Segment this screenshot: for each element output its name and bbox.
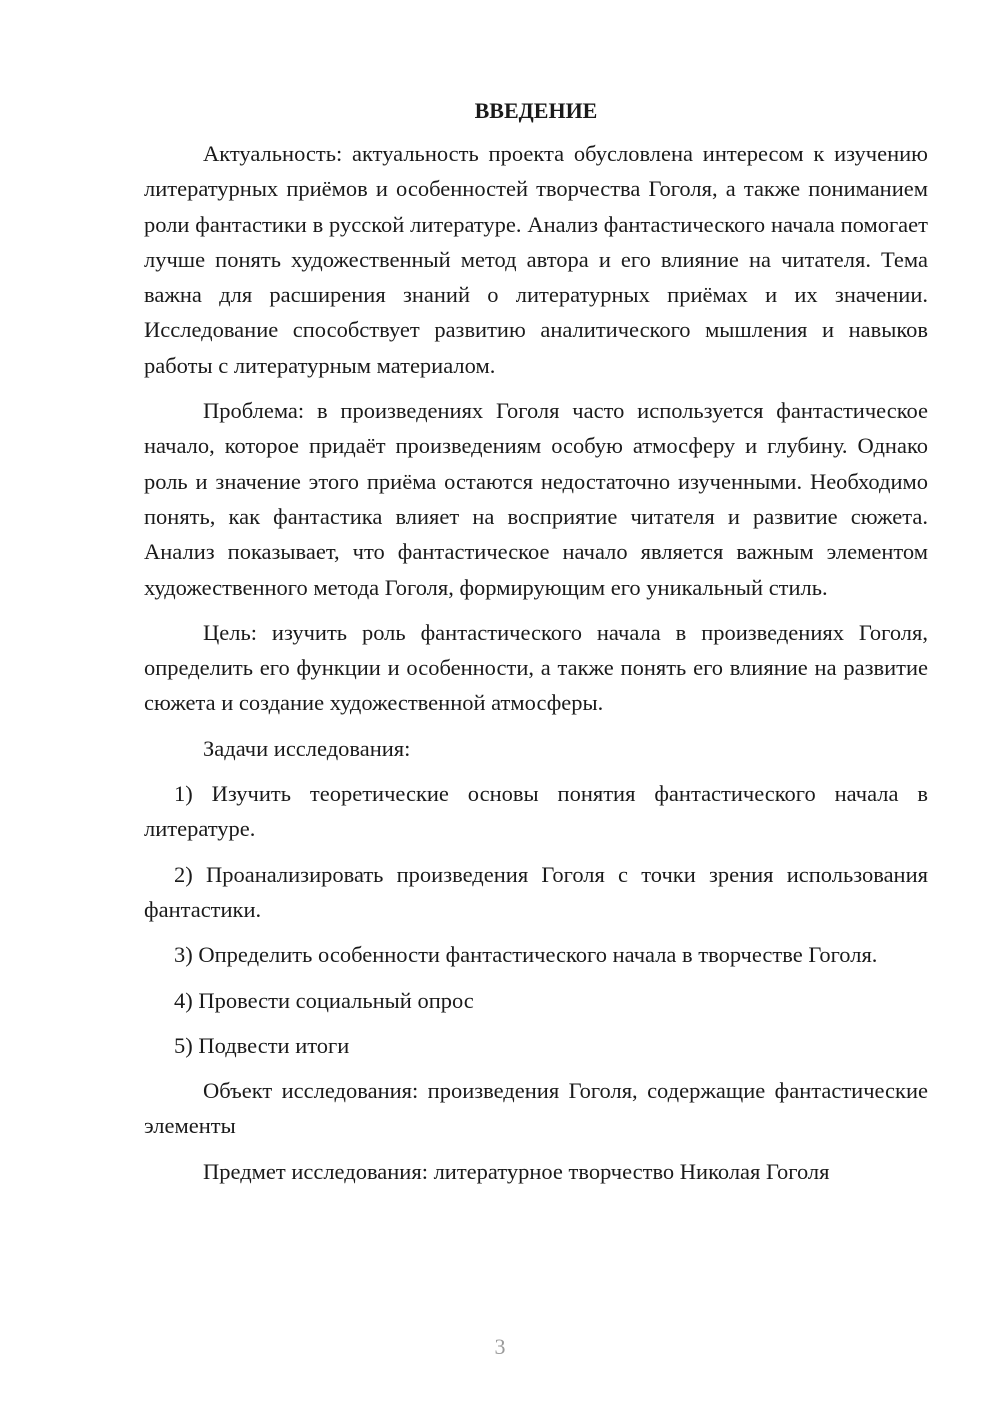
section-title: ВВЕДЕНИЕ [474, 98, 598, 123]
task-item-4: 4) Провести социальный опрос [174, 987, 474, 1013]
page-content [144, 96, 928, 1199]
tasks-heading: Задачи исследования: [203, 735, 411, 761]
task-item-2: 2) Проанализировать произведения Гоголя с точки зрения использования фантастики. [144, 861, 928, 922]
page-number: 3 [494, 1334, 506, 1359]
task-item-1: 1) Изучить теоретические основы понятия фантастического начала в литературе. [144, 781, 928, 842]
goal-paragraph: Цель: изучить роль фантастического начала в произведениях Гоголя, определить его функции и особенности, а также понять его влияние на развитие сюжета и создание художественной атмосферы. [144, 619, 928, 716]
task-item-3: 3) Определить особенности фантастического начала в творчестве Гоголя. [174, 942, 878, 968]
research-subject-paragraph: Предмет исследования: литературное творчество Николая Гоголя [203, 1158, 830, 1184]
research-object-paragraph: Объект исследования: произведения Гоголя, содержащие фантастические элементы [144, 1078, 928, 1139]
relevance-paragraph: Актуальность: актуальность проекта обусловлена интересом к изучению литературных приёмов и особенностей творчества Гоголя, а также пониманием роли фантастики в русской литературе. Анализ фантастического начала помогает лучше понять художественный метод автора и его влияние на читателя. Тема важна для расширения знаний о литературных приёмах и их значении. Исследование способствует развитию аналитического мышления и навыков работы с литературным материалом. [144, 141, 928, 378]
task-item-5: 5) Подвести итоги [174, 1032, 350, 1058]
problem-paragraph: Проблема: в произведениях Гоголя часто используется фантастическое начало, которое придаёт произведениям особую атмосферу и глубину. Однако роль и значение этого приёма остаются недостаточно изученными. Необходимо понять, как фантастика влияет на восприятие читателя и развитие сюжета. Анализ показывает, что фантастическое начало является важным элементом художественного метода Гоголя, формирующим его уникальный стиль. [144, 398, 928, 600]
